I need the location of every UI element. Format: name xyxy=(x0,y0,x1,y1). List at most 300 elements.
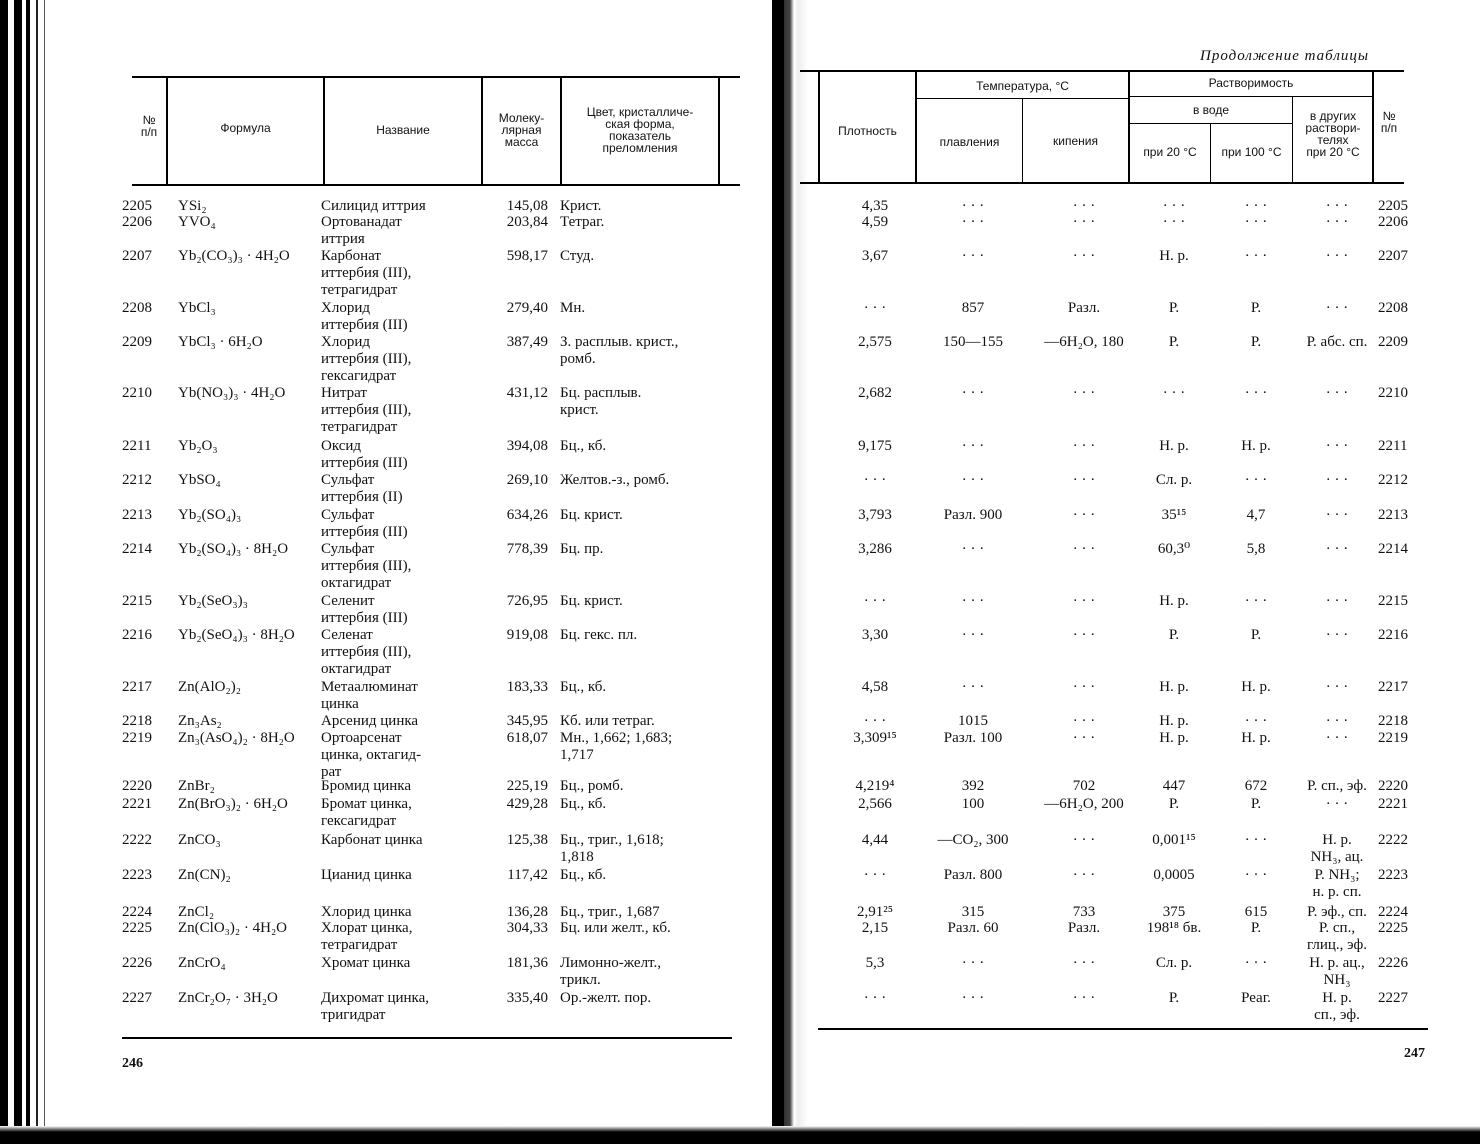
row-name: Ортованадат иттрия xyxy=(321,214,402,247)
row-sol-20: Р. xyxy=(1168,627,1180,643)
row-mass: 279,40 xyxy=(506,300,548,316)
row-sol-other: · · · xyxy=(1325,593,1349,609)
row-mass: 919,08 xyxy=(506,627,548,643)
row-sol-other: Н. р. сп., эф. xyxy=(1314,990,1360,1023)
row-density: · · · xyxy=(863,300,887,316)
row-name: Бромид цинка xyxy=(321,778,412,794)
row-name: Метаалюминат цинка xyxy=(321,679,418,712)
table-top-rule xyxy=(800,70,1404,72)
row-sol-20: Сл. р. xyxy=(1155,955,1193,971)
row-color: Бц., кб. xyxy=(560,438,607,454)
row-number-right: 2220 xyxy=(1378,778,1408,794)
row-sol-100: 5,8 xyxy=(1246,541,1266,557)
row-number-right: 2226 xyxy=(1378,955,1408,971)
row-name: Селенит иттербия (III) xyxy=(321,593,408,626)
row-name: Силицид иттрия xyxy=(321,198,426,214)
row-sol-20: Р. xyxy=(1168,796,1180,812)
row-sol-100: 4,7 xyxy=(1246,507,1266,523)
row-name: Хлорид иттербия (III), гексагидрат xyxy=(321,334,412,384)
row-sol-20: Н. р. xyxy=(1159,248,1189,264)
row-color: Бц. расплыв. крист. xyxy=(560,385,642,418)
row-sol-other: · · · xyxy=(1325,198,1349,214)
row-sol-other: Н. р. ац., NH₃ xyxy=(1309,955,1365,988)
row-melting: · · · xyxy=(961,472,985,488)
row-boiling: —6H₂O, 200 xyxy=(1044,796,1124,812)
row-mass: 431,12 xyxy=(506,385,548,401)
row-density: 2,566 xyxy=(858,796,892,812)
row-sol-other: Р. сп., глиц., эф. xyxy=(1307,920,1367,953)
row-name: Хлорат цинка, тетрагидрат xyxy=(321,920,413,953)
row-number-right: 2213 xyxy=(1378,507,1408,523)
row-sol-other: · · · xyxy=(1325,679,1349,695)
row-name: Сульфат иттербия (III), октагидрат xyxy=(321,541,412,591)
row-number: 2208 xyxy=(122,300,152,316)
row-number-right: 2211 xyxy=(1378,438,1408,454)
row-melting: · · · xyxy=(961,593,985,609)
row-number: 2220 xyxy=(122,778,152,794)
row-formula: Yb₂(SO₄)₃ xyxy=(178,507,242,523)
row-formula: YbSO₄ xyxy=(178,472,221,488)
row-sol-other: · · · xyxy=(1325,796,1349,812)
row-density: 4,59 xyxy=(861,214,889,230)
row-mass: 269,10 xyxy=(506,472,548,488)
row-melting: 857 xyxy=(961,300,985,316)
row-boiling: · · · xyxy=(1072,627,1096,643)
header-at-20: при 20 °C xyxy=(1143,145,1197,159)
row-boiling: 733 xyxy=(1072,904,1096,920)
row-formula: Zn₃As₂ xyxy=(178,713,222,729)
row-color: Ор.-желт. пор. xyxy=(560,990,652,1006)
header-other-solvents: в других раствори- телях при 20 °C xyxy=(1305,109,1361,159)
col-divider xyxy=(718,78,720,184)
row-melting: Разл. 800 xyxy=(943,867,1003,883)
row-name: Оксид иттербия (III) xyxy=(321,438,408,471)
row-density: · · · xyxy=(863,990,887,1006)
row-sol-100: · · · xyxy=(1244,832,1268,848)
row-number-right: 2227 xyxy=(1378,990,1408,1006)
row-boiling: · · · xyxy=(1072,438,1096,454)
row-sol-20: Н. р. xyxy=(1159,679,1189,695)
header-color: Цвет, кристалличе- ская форма, показатель преломления xyxy=(586,105,694,155)
row-melting: · · · xyxy=(961,248,985,264)
page-bottom-edge xyxy=(0,1126,1480,1144)
col-divider xyxy=(1292,97,1293,182)
row-formula: Zn(ClO₃)₂ · 4H₂O xyxy=(178,920,288,936)
row-sol-20: Н. р. xyxy=(1159,730,1189,746)
row-density: · · · xyxy=(863,593,887,609)
row-melting: · · · xyxy=(961,438,985,454)
header-num: № п/п xyxy=(140,113,158,139)
row-color: Желтов.-з., ромб. xyxy=(560,472,670,488)
row-sol-100: · · · xyxy=(1244,955,1268,971)
row-melting: 150—155 xyxy=(943,334,1003,350)
row-sol-other: · · · xyxy=(1325,214,1349,230)
row-sol-100: Р. xyxy=(1250,627,1262,643)
row-boiling: · · · xyxy=(1072,990,1096,1006)
row-boiling: · · · xyxy=(1072,214,1096,230)
row-color: Студ. xyxy=(560,248,595,264)
row-density: · · · xyxy=(863,713,887,729)
row-sol-20: 375 xyxy=(1162,904,1186,920)
row-sol-100: Н. р. xyxy=(1241,679,1271,695)
row-formula: Yb₂(CO₃)₃ · 4H₂O xyxy=(178,248,290,264)
row-density: 9,175 xyxy=(858,438,892,454)
row-sol-other: · · · xyxy=(1325,438,1349,454)
header-formula: Формула xyxy=(220,121,271,135)
table-bottom-rule xyxy=(122,1037,732,1039)
row-number: 2214 xyxy=(122,541,152,557)
row-sol-20: Р. xyxy=(1168,300,1180,316)
row-number-right: 2225 xyxy=(1378,920,1408,936)
row-density: 4,219⁴ xyxy=(855,778,895,794)
row-formula: YbCl₃ · 6H₂O xyxy=(178,334,263,350)
row-melting: · · · xyxy=(961,627,985,643)
row-melting: · · · xyxy=(961,679,985,695)
row-sol-other: · · · xyxy=(1325,472,1349,488)
row-sol-100: Р. xyxy=(1250,300,1262,316)
row-number-right: 2212 xyxy=(1378,472,1408,488)
header-temperature: Температура, °C xyxy=(976,79,1069,93)
book-spine-edge xyxy=(0,0,62,1144)
row-sol-20: 0,0005 xyxy=(1153,867,1195,883)
row-mass: 345,95 xyxy=(506,713,548,729)
row-number: 2211 xyxy=(122,438,152,454)
row-boiling: Разл. xyxy=(1067,920,1101,936)
row-formula: ZnCrO₄ xyxy=(178,955,226,971)
row-sol-100: Р. xyxy=(1250,334,1262,350)
row-melting: 1015 xyxy=(958,713,988,729)
row-density: 4,44 xyxy=(861,832,889,848)
row-melting: 100 xyxy=(961,796,985,812)
row-melting: Разл. 60 xyxy=(947,920,999,936)
subheader-rule xyxy=(1130,123,1292,124)
row-mass: 598,17 xyxy=(506,248,548,264)
row-melting: Разл. 900 xyxy=(943,507,1003,523)
row-sol-20: Н. р. xyxy=(1159,713,1189,729)
row-density: 2,91²⁵ xyxy=(857,904,893,920)
row-mass: 181,36 xyxy=(506,955,548,971)
row-melting: · · · xyxy=(961,214,985,230)
row-sol-other: Н. р. NH₃, ац. xyxy=(1310,832,1364,865)
header-bottom-rule xyxy=(132,184,740,186)
row-name: Сульфат иттербия (III) xyxy=(321,507,408,540)
row-density: 4,58 xyxy=(861,679,889,695)
row-sol-100: 615 xyxy=(1244,904,1268,920)
row-number: 2225 xyxy=(122,920,152,936)
row-mass: 618,07 xyxy=(506,730,548,746)
row-sol-100: · · · xyxy=(1244,385,1268,401)
row-color: Бц., триг., 1,618; 1,818 xyxy=(560,832,664,865)
row-density: 3,286 xyxy=(858,541,892,557)
row-number: 2213 xyxy=(122,507,152,523)
row-number-right: 2219 xyxy=(1378,730,1408,746)
row-number-right: 2215 xyxy=(1378,593,1408,609)
header-melting: плавления xyxy=(939,135,1000,149)
row-boiling: · · · xyxy=(1072,713,1096,729)
row-density: · · · xyxy=(863,867,887,883)
row-number-right: 2206 xyxy=(1378,214,1408,230)
row-name: Сульфат иттербия (II) xyxy=(321,472,403,505)
row-number-right: 2208 xyxy=(1378,300,1408,316)
book-gutter xyxy=(768,0,816,1144)
row-formula: Yb₂(SeO₄)₃ · 8H₂O xyxy=(178,627,295,643)
header-num-right: № п/п xyxy=(1380,109,1398,135)
row-boiling: · · · xyxy=(1072,472,1096,488)
row-color: Бц., триг., 1,687 xyxy=(560,904,660,920)
row-number-right: 2214 xyxy=(1378,541,1408,557)
row-melting: —CO₂, 300 xyxy=(937,832,1009,848)
row-melting: 392 xyxy=(961,778,985,794)
row-number: 2227 xyxy=(122,990,152,1006)
header-name: Название xyxy=(376,123,430,137)
row-number: 2221 xyxy=(122,796,152,812)
row-color: Бц. пр. xyxy=(560,541,604,557)
row-color: Бц., кб. xyxy=(560,867,607,883)
row-number-right: 2210 xyxy=(1378,385,1408,401)
row-formula: Yb(NO₃)₃ · 4H₂O xyxy=(178,385,286,401)
row-name: Ортоарсенат цинка, октагид- рат xyxy=(321,730,422,780)
row-number: 2216 xyxy=(122,627,152,643)
row-formula: Zn(CN)₂ xyxy=(178,867,231,883)
row-name: Хлорид иттербия (III) xyxy=(321,300,408,333)
row-boiling: · · · xyxy=(1072,955,1096,971)
row-number-right: 2207 xyxy=(1378,248,1408,264)
row-mass: 726,95 xyxy=(506,593,548,609)
row-number-right: 2221 xyxy=(1378,796,1408,812)
row-formula: ZnCl₂ xyxy=(178,904,215,920)
row-boiling: · · · xyxy=(1072,507,1096,523)
row-sol-100: · · · xyxy=(1244,472,1268,488)
row-number: 2215 xyxy=(122,593,152,609)
row-boiling: · · · xyxy=(1072,248,1096,264)
row-formula: YVO₄ xyxy=(178,214,216,230)
row-name: Цианид цинка xyxy=(321,867,412,883)
row-density: 3,30 xyxy=(861,627,889,643)
row-boiling: · · · xyxy=(1072,198,1096,214)
row-melting: 315 xyxy=(961,904,985,920)
row-sol-100: Реаг. xyxy=(1241,990,1271,1006)
row-formula: Yb₂(SeO₃)₃ xyxy=(178,593,248,609)
row-name: Карбонат цинка xyxy=(321,832,423,848)
row-sol-other: · · · xyxy=(1325,300,1349,316)
row-sol-other: Р. абс. сп. xyxy=(1306,334,1368,350)
row-sol-other: · · · xyxy=(1325,248,1349,264)
row-number-right: 2216 xyxy=(1378,627,1408,643)
row-name: Нитрат иттербия (III), тетрагидрат xyxy=(321,385,412,435)
row-boiling: · · · xyxy=(1072,730,1096,746)
row-boiling: —6H₂O, 180 xyxy=(1044,334,1124,350)
row-melting: · · · xyxy=(961,955,985,971)
table-bottom-rule xyxy=(818,1028,1428,1030)
row-boiling: Разл. xyxy=(1067,300,1101,316)
row-name: Селенат иттербия (III), октагидрат xyxy=(321,627,412,677)
row-mass: 117,42 xyxy=(507,867,548,883)
row-sol-100: 672 xyxy=(1244,778,1268,794)
row-formula: Yb₂(SO₄)₃ · 8H₂O xyxy=(178,541,289,557)
row-color: Бц., ромб. xyxy=(560,778,624,794)
row-color: Бц. или желт., кб. xyxy=(560,920,671,936)
row-density: 2,575 xyxy=(858,334,892,350)
row-sol-other: · · · xyxy=(1325,385,1349,401)
row-mass: 304,33 xyxy=(506,920,548,936)
row-name: Карбонат иттербия (III), тетрагидрат xyxy=(321,248,412,298)
row-sol-20: · · · xyxy=(1162,214,1186,230)
row-sol-20: · · · xyxy=(1162,385,1186,401)
row-sol-other: Р. сп., эф. xyxy=(1307,778,1367,794)
row-boiling: · · · xyxy=(1072,541,1096,557)
row-mass: 183,33 xyxy=(506,679,548,695)
row-formula: YSi₂ xyxy=(178,198,207,214)
row-density: 3,67 xyxy=(861,248,889,264)
row-formula: Zn(BrO₃)₂ · 6H₂O xyxy=(178,796,288,812)
row-sol-other: · · · xyxy=(1325,627,1349,643)
row-density: · · · xyxy=(863,472,887,488)
row-color: Бц., кб. xyxy=(560,679,607,695)
row-number-right: 2222 xyxy=(1378,832,1408,848)
header-at-100: при 100 °C xyxy=(1221,145,1282,159)
row-number-right: 2205 xyxy=(1378,198,1408,214)
row-mass: 145,08 xyxy=(506,198,548,214)
row-color: Мн., 1,662; 1,683; 1,717 xyxy=(560,730,673,763)
row-sol-100: Р. xyxy=(1250,796,1262,812)
row-mass: 203,84 xyxy=(506,214,548,230)
header-mass: Молеку- лярная масса xyxy=(498,111,545,149)
row-density: 2,15 xyxy=(861,920,889,936)
row-mass: 778,39 xyxy=(506,541,548,557)
row-boiling: · · · xyxy=(1072,832,1096,848)
row-color: Мн. xyxy=(560,300,586,316)
row-sol-other: · · · xyxy=(1325,713,1349,729)
row-sol-20: Р. xyxy=(1168,334,1180,350)
row-sol-20: 35¹⁵ xyxy=(1161,507,1187,523)
row-formula: ZnBr₂ xyxy=(178,778,215,794)
row-mass: 634,26 xyxy=(506,507,548,523)
row-number: 2226 xyxy=(122,955,152,971)
row-mass: 394,08 xyxy=(506,438,548,454)
row-sol-20: 0,001¹⁵ xyxy=(1152,832,1196,848)
row-name: Хромат цинка xyxy=(321,955,411,971)
row-boiling: · · · xyxy=(1072,593,1096,609)
row-sol-other: Р. NH₃; н. р. сп. xyxy=(1312,867,1362,900)
row-number-right: 2223 xyxy=(1378,867,1408,883)
row-number: 2222 xyxy=(122,832,152,848)
table-top-rule xyxy=(132,76,740,78)
row-number-right: 2218 xyxy=(1378,713,1408,729)
row-sol-20: Сл. р. xyxy=(1155,472,1193,488)
row-sol-other: · · · xyxy=(1325,507,1349,523)
row-color: Крист. xyxy=(560,198,602,214)
row-sol-100: Н. р. xyxy=(1241,730,1271,746)
row-number: 2218 xyxy=(122,713,152,729)
row-mass: 136,28 xyxy=(506,904,548,920)
row-number: 2207 xyxy=(122,248,152,264)
row-color: Тетраг. xyxy=(560,214,605,230)
row-sol-100: Н. р. xyxy=(1241,438,1271,454)
row-melting: · · · xyxy=(961,385,985,401)
row-color: Бц., кб. xyxy=(560,796,607,812)
row-number-right: 2224 xyxy=(1378,904,1408,920)
row-sol-100: · · · xyxy=(1244,713,1268,729)
header-in-water: в воде xyxy=(1192,103,1230,117)
row-boiling: 702 xyxy=(1072,778,1096,794)
header-solubility: Растворимость xyxy=(1208,76,1294,90)
row-name: Хлорид цинка xyxy=(321,904,412,920)
header-density: Плотность xyxy=(838,124,897,138)
row-color: Бц. гекс. пл. xyxy=(560,627,638,643)
row-density: 4,35 xyxy=(861,198,889,214)
row-formula: YbCl₃ xyxy=(178,300,216,316)
row-formula: Zn₃(AsO₄)₂ · 8H₂O xyxy=(178,730,295,746)
row-sol-20: 60,3⁰ xyxy=(1157,541,1191,557)
row-number-right: 2217 xyxy=(1378,679,1408,695)
row-sol-100: · · · xyxy=(1244,593,1268,609)
row-melting: · · · xyxy=(961,541,985,557)
row-number: 2210 xyxy=(122,385,152,401)
row-formula: ZnCr₂O₇ · 3H₂O xyxy=(178,990,278,1006)
row-sol-other: Р. эф., сп. xyxy=(1307,904,1367,920)
row-color: Бц. крист. xyxy=(560,507,623,523)
row-number-right: 2209 xyxy=(1378,334,1408,350)
row-boiling: · · · xyxy=(1072,679,1096,695)
header-bottom-rule xyxy=(800,182,1404,184)
row-mass: 429,28 xyxy=(506,796,548,812)
row-number: 2205 xyxy=(122,198,152,214)
header-boiling: кипения xyxy=(1053,134,1098,148)
row-formula: Zn(AlO₂)₂ xyxy=(178,679,241,695)
subheader-rule xyxy=(1130,96,1372,97)
row-sol-20: 447 xyxy=(1162,778,1186,794)
row-name: Бромат цинка, гексагидрат xyxy=(321,796,412,829)
row-formula: ZnCO₃ xyxy=(178,832,221,848)
row-boiling: · · · xyxy=(1072,385,1096,401)
row-color: Лимонно-желт., трикл. xyxy=(560,955,661,988)
row-sol-other: · · · xyxy=(1325,541,1349,557)
row-sol-100: · · · xyxy=(1244,214,1268,230)
row-boiling: · · · xyxy=(1072,867,1096,883)
row-mass: 125,38 xyxy=(506,832,548,848)
row-sol-20: Н. р. xyxy=(1159,593,1189,609)
row-mass: 335,40 xyxy=(506,990,548,1006)
row-number: 2224 xyxy=(122,904,152,920)
row-melting: · · · xyxy=(961,198,985,214)
row-density: 3,793 xyxy=(858,507,892,523)
row-sol-100: · · · xyxy=(1244,248,1268,264)
row-sol-20: Н. р. xyxy=(1159,438,1189,454)
row-sol-20: · · · xyxy=(1162,198,1186,214)
row-number: 2219 xyxy=(122,730,152,746)
row-color: З. расплыв. крист., ромб. xyxy=(560,334,679,367)
row-density: 2,682 xyxy=(858,385,892,401)
row-melting: Разл. 100 xyxy=(943,730,1003,746)
row-number: 2206 xyxy=(122,214,152,230)
row-mass: 225,19 xyxy=(506,778,548,794)
page-number-right: 247 xyxy=(1404,1046,1425,1061)
row-name: Арсенид цинка xyxy=(321,713,419,729)
row-number: 2209 xyxy=(122,334,152,350)
row-melting: · · · xyxy=(961,990,985,1006)
row-sol-20: 198¹⁸ бв. xyxy=(1146,920,1202,936)
row-number: 2212 xyxy=(122,472,152,488)
row-color: Бц. крист. xyxy=(560,593,623,609)
row-density: 3,309¹⁵ xyxy=(853,730,897,746)
row-formula: Yb₂O₃ xyxy=(178,438,218,454)
row-sol-100: · · · xyxy=(1244,198,1268,214)
row-sol-100: · · · xyxy=(1244,867,1268,883)
row-sol-100: Р. xyxy=(1250,920,1262,936)
row-density: 5,3 xyxy=(865,955,885,971)
row-sol-other: · · · xyxy=(1325,730,1349,746)
row-sol-20: Р. xyxy=(1168,990,1180,1006)
